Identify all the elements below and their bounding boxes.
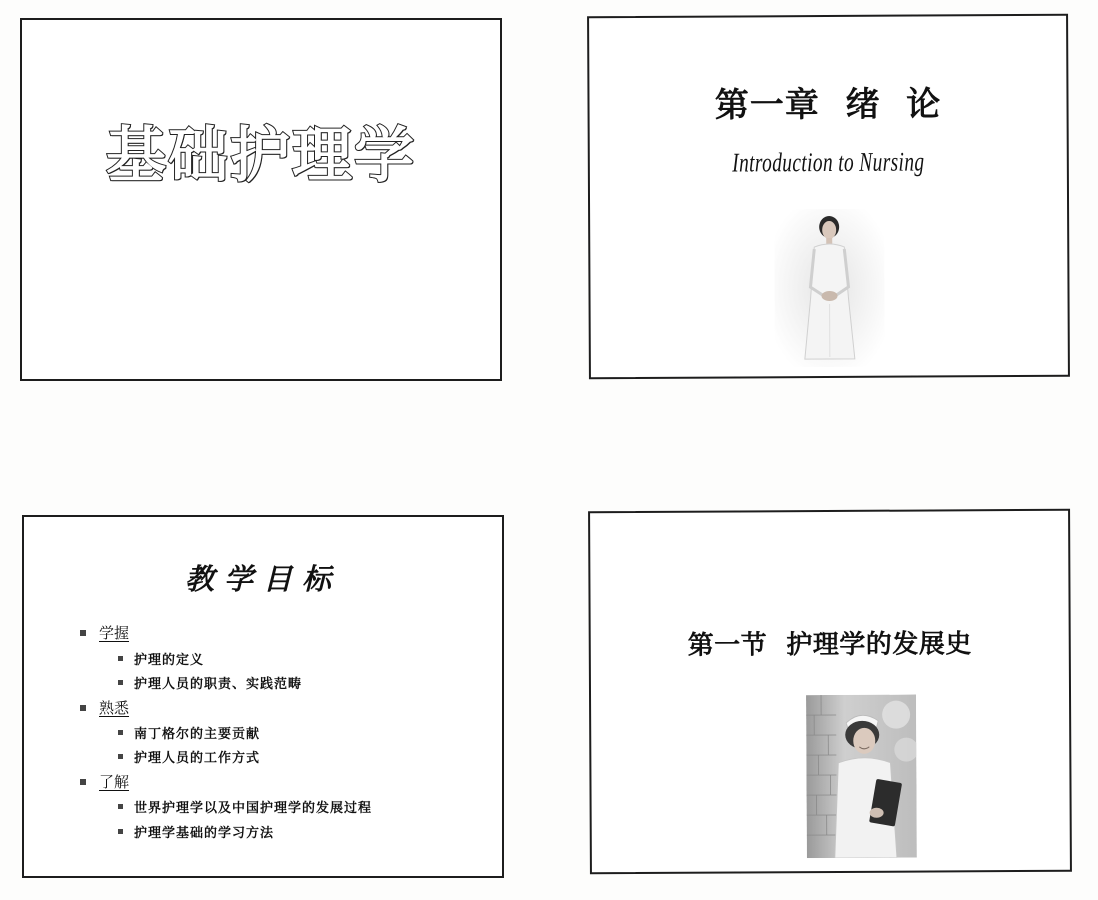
nurse-photo — [774, 209, 885, 368]
goal-label: 学握 — [99, 624, 130, 642]
goal-list — [24, 517, 502, 876]
square-bullet-icon — [118, 804, 123, 809]
goal-subitem-text: 护理人员的工作方式 — [134, 751, 261, 766]
goal-label: 了解 — [99, 773, 130, 791]
slide-1 — [20, 18, 502, 381]
square-bullet-icon — [118, 730, 123, 735]
goal-subitem — [118, 822, 274, 841]
chapter-subtitle: Introduction to Nursing — [732, 146, 925, 178]
goal-subitem — [118, 673, 302, 692]
nurse-with-folder-photo — [806, 695, 917, 859]
goal-subitem-text: 南丁格尔的主要贡献 — [134, 727, 261, 742]
square-bullet-icon — [80, 630, 86, 636]
goal-subitem-text: 护理学基础的学习方法 — [134, 826, 275, 841]
nurse-figure-icon — [774, 209, 885, 368]
square-bullet-icon — [118, 754, 123, 759]
slide-2 — [587, 14, 1070, 380]
goal-label: 熟悉 — [99, 699, 130, 717]
chapter-title: 第一章 绪 论 — [714, 84, 942, 126]
goal-subitem-text: 护理的定义 — [134, 653, 205, 668]
goal-subitem — [118, 649, 204, 668]
slide-3 — [22, 515, 504, 878]
goal-subitem-text: 护理人员的职责、实践范畴 — [134, 677, 303, 692]
goal-item-familiar — [80, 697, 129, 718]
goal-subitem — [118, 747, 260, 766]
goal-subitem — [118, 723, 260, 742]
nurse-with-folder-icon — [806, 695, 917, 859]
square-bullet-icon — [118, 829, 123, 834]
slide-4 — [588, 509, 1072, 875]
square-bullet-icon — [80, 779, 86, 785]
goal-subitem-text: 世界护理学以及中国护理学的发展过程 — [134, 801, 373, 816]
goal-subitem — [118, 797, 372, 816]
teaching-goals-title: 教学目标 — [184, 562, 341, 596]
section-title: 第一节 护理学的发展史 — [687, 629, 972, 661]
square-bullet-icon — [118, 680, 123, 685]
square-bullet-icon — [80, 705, 86, 711]
goal-item-master — [80, 622, 129, 643]
goal-item-understand — [80, 771, 129, 792]
slide-title: 基础护理学 — [106, 121, 416, 191]
square-bullet-icon — [118, 656, 123, 661]
